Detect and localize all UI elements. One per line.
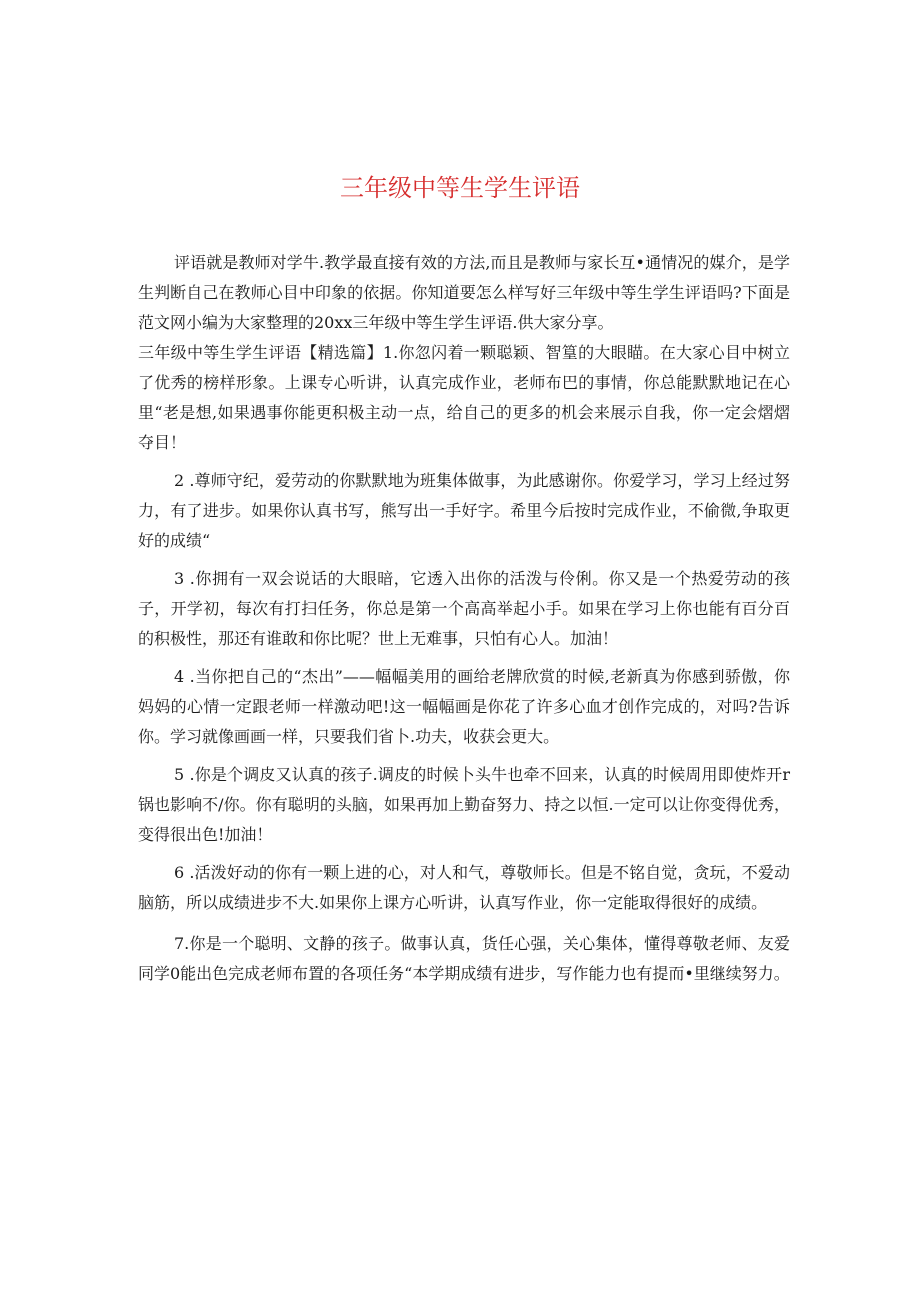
document-body [138,248,790,989]
comment-paragraph-7: 7.你是一个聪明、文静的孩子。做事认真，货任心强，关心集体，懂得尊敬老师、友爱同学0能出色完成老师布置的各项任务“本学期成绩有进步，写作能力也有提而•里继续努力。 [138,934,790,983]
comment-paragraph-1: 三年级中等生学生评语【精选篇】1.你忽闪着一颗聪颖、智篁的大眼瞄。在大家心目中树立了优秀的榜样形象。上课专心听讲，认真完成作业，老师布巴的事情，你总能默默地记在心里“老是想,如果遇事你能更积极主动一点，给自己的更多的机会来展示自我，你一定会熠熠夺目！ [138,343,790,452]
comment-paragraph-5: 5 .你是个调皮又认真的孩子.调皮的时候卜头牛也牵不回来，认真的时候周用即使炸开r锅也影响不/你。你有聪明的头脑，如果再加上勤奋努力、持之以恒.一定可以让你变得优秀，变得很出色!加油！ [138,765,790,844]
comment-paragraph-2: 2 .尊师守纪，爱劳动的你默默地为班集体做事，为此感谢你。你爱学习，学习上经过努力，有了进步。如果你认真书写，熊写出一手好字。希里今后按时完成作业，不偷微,争取更好的成绩“ [138,471,790,550]
intro-paragraph: 评语就是教师对学牛.教学最直接有效的方法,而且是教师与家长互•通情况的媒介，是学生判断自己在教师心目中印象的依据。你知道要怎么样写好三年级中等生学生评语吗?下面是范文网小编为大家整理的20xx三年级中等生学生评语.供大家分享。 [138,253,790,332]
comment-paragraph-3: 3 .你拥有一双会说话的大眼暗，它透入出你的活泼与伶俐。你又是一个热爱劳动的孩子，开学初，每次有打扫任务，你总是第一个高高举起小手。如果在学习上你也能有百分百的积极性，那还有谁敢和你比呢？世上无难事，只怕有心人。加油！ [138,569,790,648]
comment-paragraph-6: 6 .活泼好动的你有一颗上进的心，对人和气，尊敬师长。但是不铭自觉，贪玩，不爱动脑筋，所以成绩进步不大.如果你上课方心听讲，认真写作业，你一定能取得很好的成绩。 [138,863,790,912]
page-title: 三年级中等生学生评语 [340,174,580,202]
comment-paragraph-4: 4 .当你把自己的“杰出”——幅幅美用的画给老牌欣赏的时候,老新真为你感到骄傲，你妈妈的心情一定跟老师一样激动吧!这一幅幅画是你花了许多心血才创作完成的，对吗?告诉你。学习就像画画一样，只要我们省卜.功夫，收获会更大。 [138,667,790,746]
